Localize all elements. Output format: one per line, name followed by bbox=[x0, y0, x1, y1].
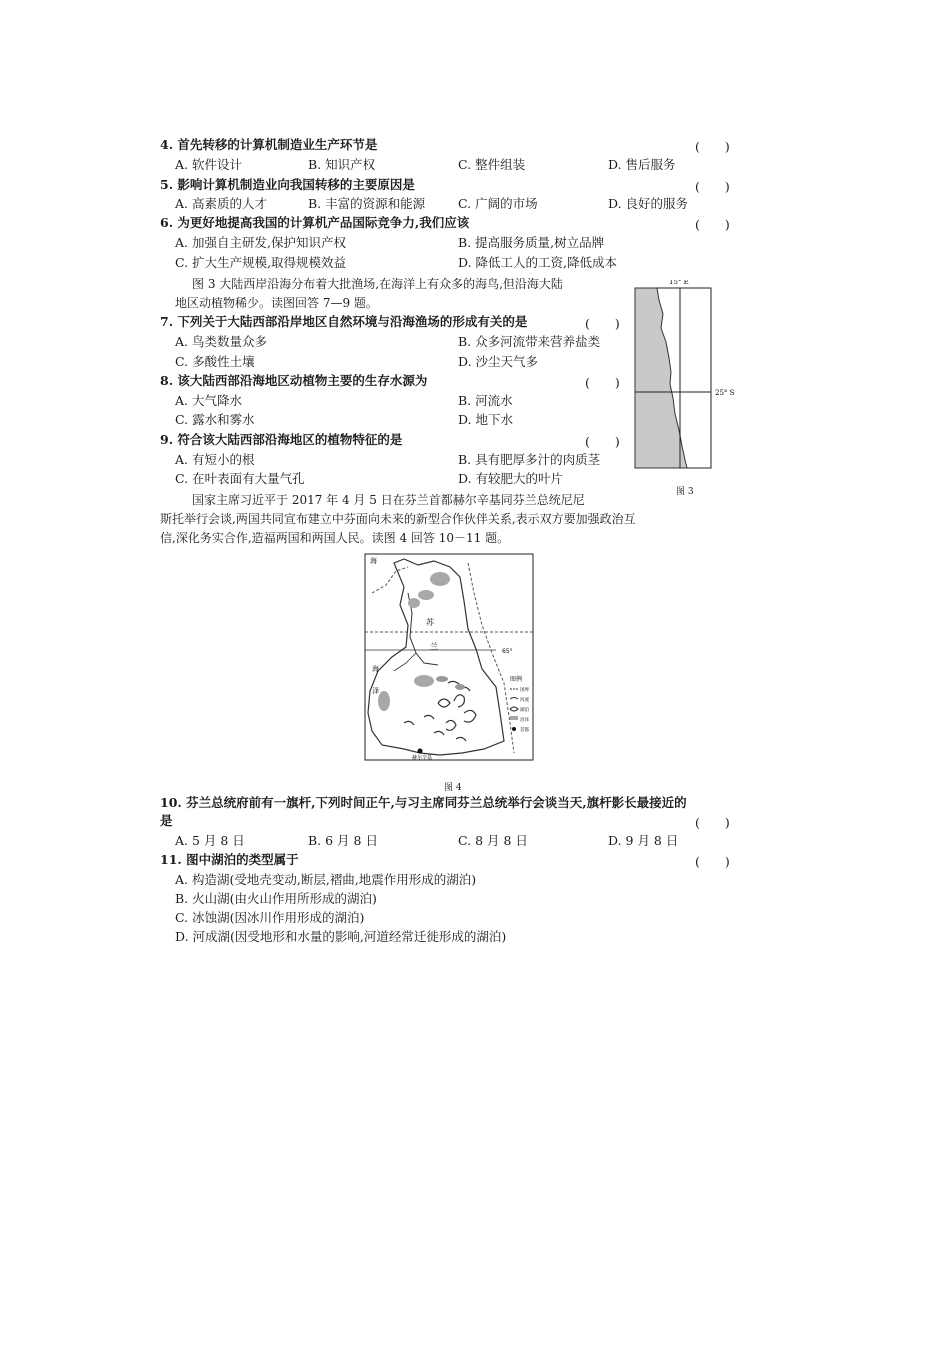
q4-answer-paren: ( ) bbox=[695, 139, 730, 154]
figure4-legend-item-river: 河流 bbox=[520, 698, 529, 703]
figure4-caption: 图 4 bbox=[444, 783, 462, 793]
q7-answer-paren: ( ) bbox=[585, 316, 620, 331]
q10-option-b: B. 6 月 8 日 bbox=[308, 833, 378, 848]
q7-option-a: A. 鸟类数量众多 bbox=[175, 334, 267, 349]
q10-answer-paren: ( ) bbox=[695, 815, 730, 830]
q9-option-d: D. 有较肥大的叶片 bbox=[458, 471, 564, 486]
intro4-line2: 斯托举行会谈,两国共同宣布建立中芬面向未来的新型合作伙伴关系,表示双方要加强政治互 bbox=[160, 512, 636, 526]
q11-answer-paren: ( ) bbox=[695, 854, 730, 869]
q5-option-d: D. 良好的服务 bbox=[608, 196, 689, 211]
q8-option-b: B. 河流水 bbox=[458, 393, 513, 408]
figure4-label-ze: 泽 bbox=[372, 687, 379, 695]
intro4-line3: 信,深化务实合作,造福两国和两国人民。读图 4 回答 10－11 题。 bbox=[160, 531, 510, 545]
intro3-line1: 图 3 大陆西岸沿海分布着大批渔场,在海洋上有众多的海鸟,但沿海大陆 bbox=[192, 277, 563, 291]
q6-option-d: D. 降低工人的工资,降低成本 bbox=[458, 255, 617, 270]
figure3-lon-label: 15° E bbox=[669, 280, 689, 286]
q5-option-a: A. 高素质的人才 bbox=[175, 196, 267, 211]
q6-stem: 6. 为更好地提高我国的计算机产品国际竞争力,我们应该 bbox=[160, 215, 470, 230]
q7-option-d: D. 沙尘天气多 bbox=[458, 354, 539, 369]
figure3-lat-label: 25° S bbox=[715, 389, 735, 397]
q8-answer-paren: ( ) bbox=[585, 375, 620, 390]
q7-option-c: C. 多酸性土壤 bbox=[175, 354, 255, 369]
q5-option-b: B. 丰富的资源和能源 bbox=[308, 196, 426, 211]
q9-option-a: A. 有短小的根 bbox=[175, 452, 255, 467]
q10-stem-line2: 是 bbox=[160, 813, 173, 828]
q8-stem: 8. 该大陆西部沿海地区动植物主要的生存水源为 bbox=[160, 373, 428, 388]
q7-stem: 7. 下列关于大陆西部沿岸地区自然环境与沿海渔场的形成有关的是 bbox=[160, 314, 528, 329]
q11-option-a: A. 构造湖(受地壳变动,断层,褶曲,地震作用形成的湖泊) bbox=[175, 872, 477, 887]
figure4-label-capital: 赫尔辛基 bbox=[412, 755, 433, 761]
figure4-legend-item-capital: 首都 bbox=[520, 728, 529, 733]
intro3-line2: 地区动植物稀少。读图回答 7—9 题。 bbox=[175, 296, 378, 310]
figure3-map bbox=[633, 280, 743, 480]
q11-stem: 11. 图中湖泊的类型属于 bbox=[160, 852, 299, 867]
figure4-legend-item-border: 国界 bbox=[520, 688, 529, 693]
figure4-label-su: 苏 bbox=[426, 618, 434, 627]
q8-option-c: C. 露水和雾水 bbox=[175, 412, 255, 427]
q7-option-b: B. 众多河流带来营养盐类 bbox=[458, 334, 601, 349]
q5-option-c: C. 广阔的市场 bbox=[458, 196, 538, 211]
q10-option-a: A. 5 月 8 日 bbox=[175, 833, 245, 848]
figure4-legend-item-marsh: 沼泽 bbox=[520, 718, 529, 723]
q4-option-a: A. 软件设计 bbox=[175, 157, 242, 172]
q6-option-b: B. 提高服务质量,树立品牌 bbox=[458, 235, 605, 250]
q4-option-c: C. 整件组装 bbox=[458, 157, 526, 172]
figure4-label-lat65: 65° bbox=[502, 648, 513, 655]
q8-option-d: D. 地下水 bbox=[458, 412, 514, 427]
q11-option-d: D. 河成湖(因受地形和水量的影响,河道经常迁徙形成的湖泊) bbox=[175, 929, 507, 944]
q11-option-c: C. 冰蚀湖(因冰川作用形成的湖泊) bbox=[175, 910, 365, 925]
q4-stem: 4. 首先转移的计算机制造业生产环节是 bbox=[160, 137, 378, 152]
figure3-caption: 图 3 bbox=[676, 487, 694, 497]
q10-option-d: D. 9 月 8 日 bbox=[608, 833, 679, 848]
q9-option-b: B. 具有肥厚多汁的肉质茎 bbox=[458, 452, 601, 467]
q4-option-d: D. 售后服务 bbox=[608, 157, 676, 172]
q11-option-b: B. 火山湖(由火山作用所形成的湖泊) bbox=[175, 891, 377, 906]
figure4-legend-title: 图例 bbox=[510, 676, 523, 683]
figure4-label-hai: 海 bbox=[372, 665, 379, 673]
figure4-map bbox=[364, 553, 544, 765]
intro4-line1: 国家主席习近平于 2017 年 4 月 5 日在芬兰首都赫尔辛基同芬兰总统尼尼 bbox=[192, 493, 585, 507]
q4-option-b: B. 知识产权 bbox=[308, 157, 376, 172]
q9-option-c: C. 在叶表面有大量气孔 bbox=[175, 471, 305, 486]
q9-answer-paren: ( ) bbox=[585, 434, 620, 449]
q5-stem: 5. 影响计算机制造业向我国转移的主要原因是 bbox=[160, 177, 415, 192]
figure4-label-sea-top: 海 bbox=[370, 557, 377, 565]
q6-option-a: A. 加强自主研发,保护知识产权 bbox=[175, 235, 346, 250]
q5-answer-paren: ( ) bbox=[695, 179, 730, 194]
q6-option-c: C. 扩大生产规模,取得规模效益 bbox=[175, 255, 347, 270]
q9-stem: 9. 符合该大陆西部沿海地区的植物特征的是 bbox=[160, 432, 403, 447]
q8-option-a: A. 大气降水 bbox=[175, 393, 242, 408]
q10-option-c: C. 8 月 8 日 bbox=[458, 833, 528, 848]
q10-stem-line1: 10. 芬兰总统府前有一旗杆,下列时间正午,与习主席同芬兰总统举行会谈当天,旗杆影长最接近的 bbox=[160, 795, 687, 810]
figure4-legend-item-lake: 湖泊 bbox=[520, 708, 529, 713]
q6-answer-paren: ( ) bbox=[695, 217, 730, 232]
figure4-label-lan: 兰 bbox=[430, 642, 438, 651]
